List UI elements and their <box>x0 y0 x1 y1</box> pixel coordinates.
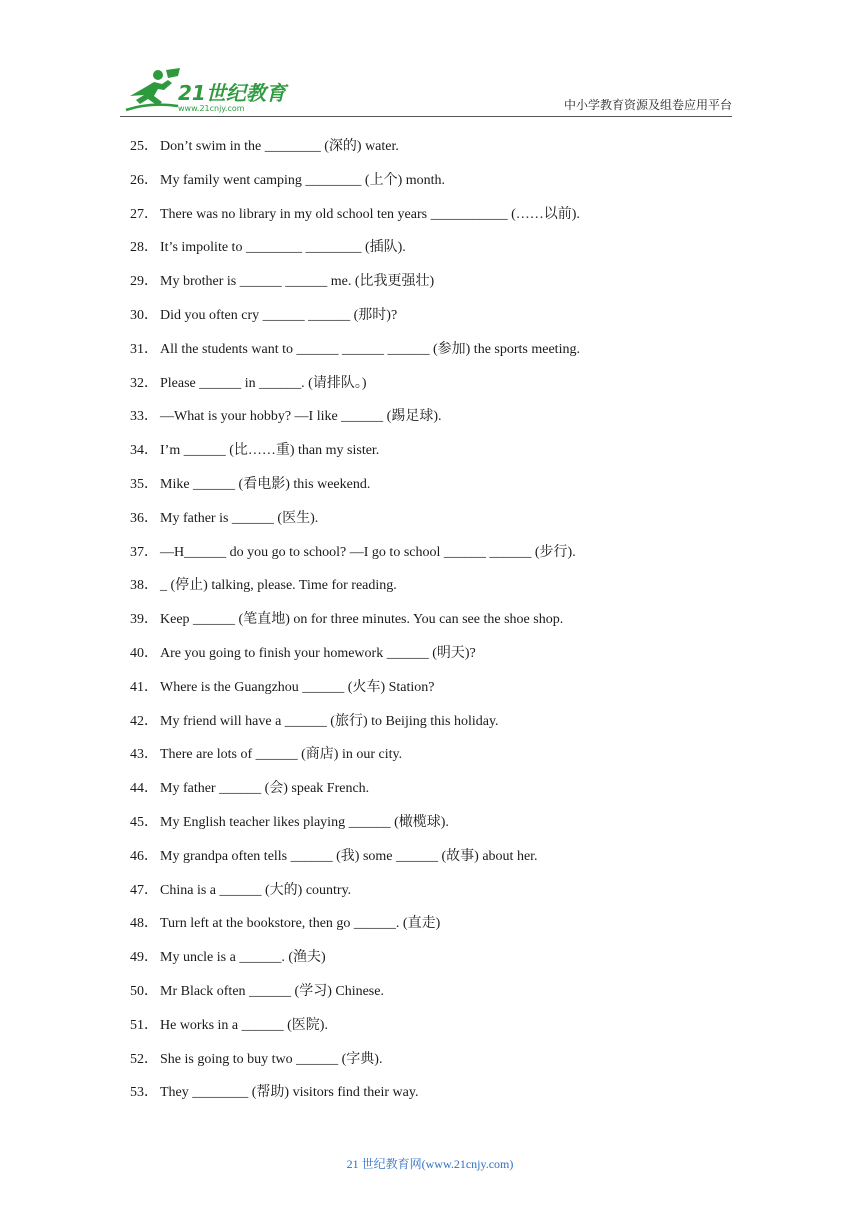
question-text: All the students want to ______ ______ ______ (参加) the sports meeting. <box>160 341 580 357</box>
question-text: I’m ______ (比……重) than my sister. <box>160 443 380 459</box>
question-number: 46． <box>130 848 158 864</box>
question-text: —What is your hobby? —I like ______ (踢足球). <box>160 409 442 425</box>
question-number: 42． <box>130 713 158 729</box>
question-text: It’s impolite to ________ ________ (插队). <box>160 240 406 256</box>
question-number: 28． <box>130 240 158 256</box>
question-item <box>130 776 730 810</box>
question-item <box>130 911 730 945</box>
question-number: 48． <box>130 916 158 932</box>
question-item <box>130 709 730 743</box>
question-item <box>130 945 730 979</box>
question-item <box>130 979 730 1013</box>
question-number: 32． <box>130 375 158 391</box>
question-text: My friend will have a ______ (旅行) to Beijing this holiday. <box>160 713 499 729</box>
question-item <box>130 810 730 844</box>
question-text: My father ______ (会) speak French. <box>160 781 370 797</box>
question-number: 27． <box>130 206 158 222</box>
page-header <box>120 66 732 114</box>
header-divider <box>120 116 732 117</box>
question-item <box>130 168 730 202</box>
logo <box>120 66 290 114</box>
question-item <box>130 844 730 878</box>
question-item <box>130 404 730 438</box>
question-text: Don’t swim in the ________ (深的) water. <box>160 139 399 154</box>
question-number: 25． <box>130 139 158 154</box>
question-text: Mr Black often ______ (学习) Chinese. <box>160 983 384 999</box>
question-number: 40． <box>130 645 158 661</box>
platform-tagline: 中小学教育资源及组卷应用平台 <box>563 98 732 112</box>
question-text: Where is the Guangzhou ______ (火车) Station? <box>160 679 435 695</box>
question-number: 49． <box>130 950 158 966</box>
question-text: Mike ______ (看电影) this weekend. <box>160 476 371 492</box>
question-text: They ________ (帮助) visitors find their way. <box>160 1085 419 1101</box>
question-number: 26． <box>130 172 158 188</box>
question-number: 44． <box>130 781 158 797</box>
question-number: 38． <box>130 578 158 594</box>
question-text: Please ______ in ______. (请排队。) <box>160 375 367 391</box>
question-item <box>130 303 730 337</box>
question-text: There are lots of ______ (商店) in our city. <box>160 747 403 763</box>
question-number: 43． <box>130 747 158 763</box>
question-item <box>130 1013 730 1047</box>
question-item <box>130 506 730 540</box>
question-number: 31． <box>130 341 158 357</box>
question-number: 51． <box>130 1017 158 1033</box>
question-item <box>130 607 730 641</box>
question-number: 50． <box>130 983 158 999</box>
question-item <box>130 573 730 607</box>
question-number: 29． <box>130 274 158 290</box>
question-text: Keep ______ (笔直地) on for three minutes. You can see the shoe shop. <box>160 612 564 628</box>
logo-text: 21世纪教育 <box>178 81 286 105</box>
question-text: My English teacher likes playing ______ (橄榄球). <box>160 814 449 830</box>
question-text: —H______ do you go to school? —I go to school ______ ______ (步行). <box>160 544 576 560</box>
question-item <box>130 337 730 371</box>
question-item <box>130 675 730 709</box>
question-item <box>130 371 730 405</box>
question-number: 30． <box>130 307 158 323</box>
question-text: Did you often cry ______ ______ (那时)? <box>160 307 398 323</box>
question-text: There was no library in my old school ten years ___________ (……以前). <box>160 206 580 222</box>
question-item <box>130 202 730 236</box>
logo-runner-icon <box>120 66 290 114</box>
question-number: 53． <box>130 1085 158 1101</box>
question-list <box>130 134 730 1114</box>
question-item <box>130 1047 730 1081</box>
question-number: 35． <box>130 476 158 492</box>
logo-url: www.21cnjy.com <box>178 104 245 113</box>
question-item <box>130 269 730 303</box>
question-text: Turn left at the bookstore, then go ______. (直走) <box>160 916 441 932</box>
footer-text: 21 世纪教育网(www.21cnjy.com) <box>346 1157 514 1171</box>
question-item <box>130 235 730 269</box>
question-item <box>130 1080 730 1114</box>
question-text: He works in a ______ (医院). <box>160 1017 328 1033</box>
question-number: 39． <box>130 612 158 628</box>
question-item <box>130 878 730 912</box>
question-number: 34． <box>130 443 158 459</box>
question-item <box>130 540 730 574</box>
question-text: My brother is ______ ______ me. (比我更强壮) <box>160 274 435 290</box>
question-text: My family went camping ________ (上个) month. <box>160 172 446 188</box>
question-item <box>130 438 730 472</box>
question-text: My grandpa often tells ______ (我) some ______ (故事) about her. <box>160 848 538 864</box>
question-number: 36． <box>130 510 158 526</box>
question-number: 33． <box>130 409 158 425</box>
question-number: 47． <box>130 882 158 898</box>
question-number: 41． <box>130 679 158 695</box>
question-item <box>130 472 730 506</box>
question-item <box>130 742 730 776</box>
question-number: 37． <box>130 544 158 560</box>
question-text: My father is ______ (医生). <box>160 510 319 526</box>
question-number: 45． <box>130 814 158 830</box>
question-text: _ (停止) talking, please. Time for reading. <box>160 578 397 594</box>
question-number: 52． <box>130 1051 158 1067</box>
question-text: She is going to buy two ______ (字典). <box>160 1051 383 1067</box>
question-text: China is a ______ (大的) country. <box>160 882 352 898</box>
question-item <box>130 134 730 168</box>
question-text: My uncle is a ______. (渔夫) <box>160 950 326 966</box>
question-item <box>130 641 730 675</box>
question-text: Are you going to finish your homework ______ (明天)? <box>160 645 476 661</box>
